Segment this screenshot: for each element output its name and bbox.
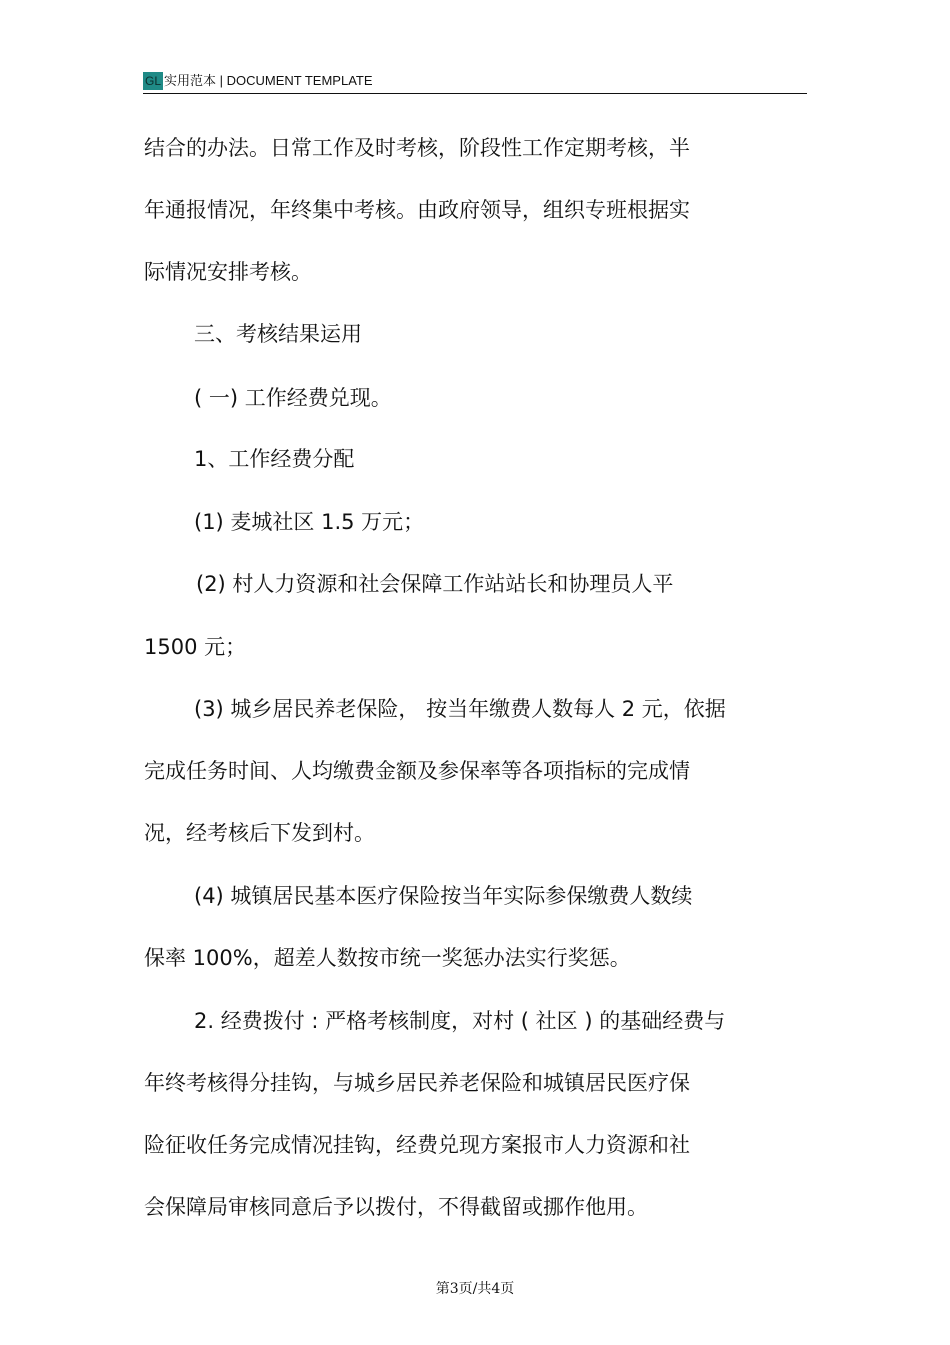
paragraph-line: 况，经考核后下发到村。 (144, 821, 375, 845)
paragraph-line: 1500 元； (144, 635, 247, 659)
paragraph-line: 年终考核得分挂钩，与城乡居民养老保险和城镇居民医疗保 (144, 1071, 690, 1095)
list-item: (1) 麦城社区 1.5 万元； (194, 510, 425, 534)
paragraph-line: 保率 100%，超差人数按市统一奖惩办法实行奖惩。 (144, 946, 631, 970)
paragraph-line: 完成任务时间、人均缴费金额及参保率等各项指标的完成情 (144, 759, 690, 783)
paragraph-line: 际情况安排考核。 (144, 260, 312, 284)
subsection-heading: ( 一) 工作经费兑现。 (194, 386, 392, 410)
list-item: (3) 城乡居民养老保险， 按当年缴费人数每人 2 元，依据 (194, 697, 726, 721)
list-item: (4) 城镇居民基本医疗保险按当年实际参保缴费人数续 (194, 884, 693, 908)
gl-logo: GL (144, 74, 161, 88)
page-number: 第3页/共4页 (435, 1281, 515, 1297)
list-item: 2. 经费拨付 : 严格考核制度，对村 ( 社区 ) 的基础经费与 (194, 1009, 726, 1033)
paragraph-line: 险征收任务完成情况挂钩，经费兑现方案报市人力资源和社 (144, 1133, 690, 1157)
list-heading: 1、工作经费分配 (194, 447, 355, 471)
paragraph-line: 结合的办法。日常工作及时考核，阶段性工作定期考核，半 (144, 136, 690, 160)
list-item: (2) 村人力资源和社会保障工作站站长和协理员人平 (196, 572, 674, 596)
section-heading: 三、考核结果运用 (194, 322, 362, 346)
paragraph-line: 会保障局审核同意后予以拨付，不得截留或挪作他用。 (144, 1195, 648, 1219)
paragraph-line: 年通报情况，年终集中考核。由政府领导，组织专班根据实 (144, 198, 690, 222)
header-title: 实用范本 | DOCUMENT TEMPLATE (164, 73, 373, 88)
page-header (143, 70, 807, 94)
header-divider (143, 93, 807, 94)
